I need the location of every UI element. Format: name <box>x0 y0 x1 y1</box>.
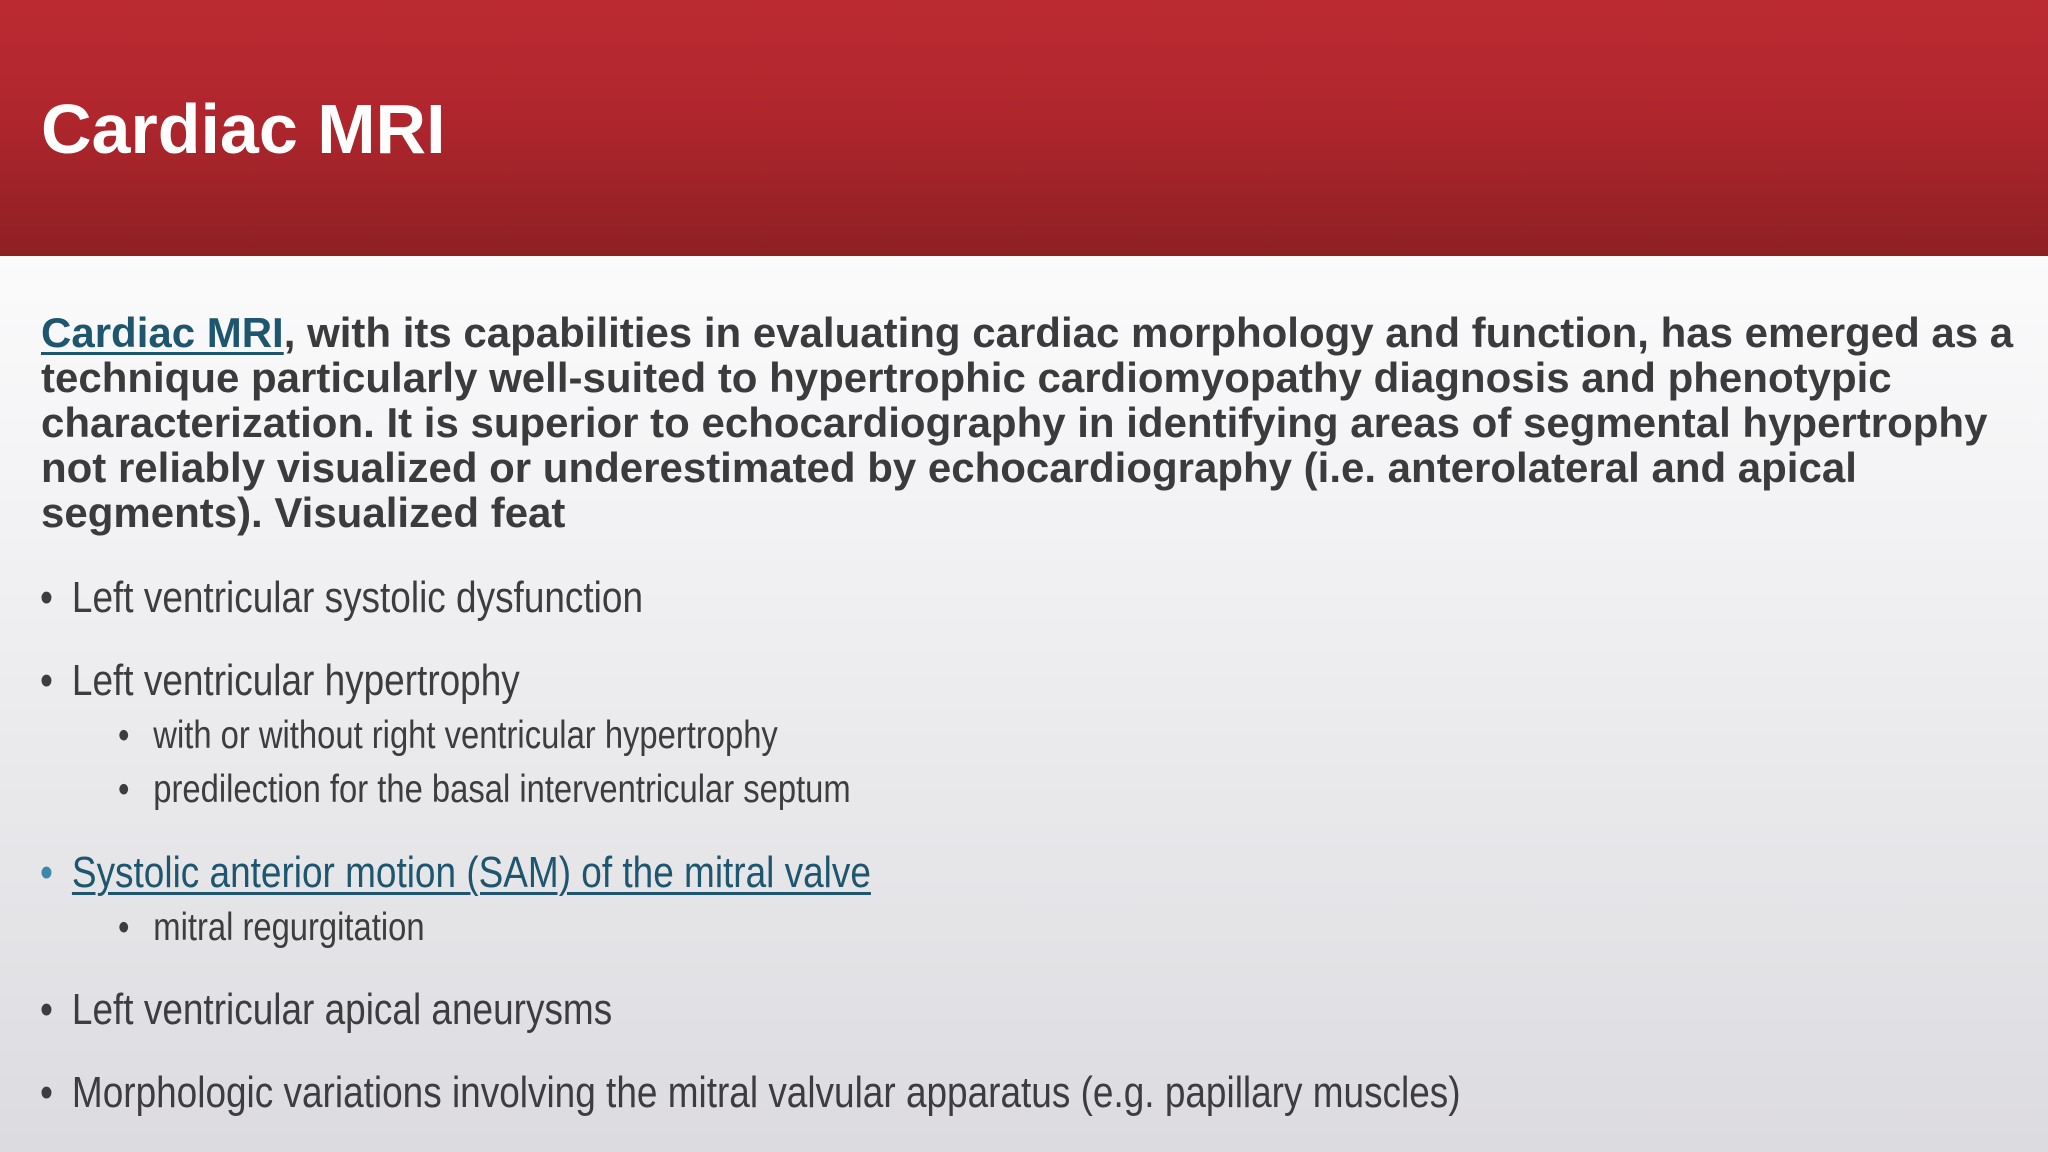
list-item <box>40 656 520 706</box>
list-item <box>40 573 643 623</box>
bullet-icon: • <box>40 848 53 897</box>
sub-list-item <box>118 906 425 950</box>
list-item-text: Left ventricular hypertrophy <box>71 656 520 705</box>
list-item-text: mitral regurgitation <box>153 906 425 949</box>
list-item <box>40 848 871 898</box>
sub-list-item <box>118 714 778 758</box>
sub-list-item <box>118 768 851 812</box>
list-item <box>40 1068 1461 1118</box>
cardiac-mri-link[interactable]: Cardiac MRI <box>41 309 284 356</box>
list-item-text: with or without right ventricular hypertrophy <box>153 714 778 757</box>
bullet-icon: • <box>118 906 130 949</box>
slide-title: Cardiac MRI <box>41 90 446 168</box>
bullet-icon: • <box>40 985 53 1034</box>
list-item <box>40 985 612 1035</box>
sam-mitral-valve-link[interactable]: Systolic anterior motion (SAM) of the mitral valve <box>71 848 871 897</box>
list-item-text: predilection for the basal interventricular septum <box>153 768 851 811</box>
bullet-icon: • <box>40 573 53 622</box>
bullet-icon: • <box>40 1068 53 1117</box>
bullet-icon: • <box>40 656 53 705</box>
intro-text: , with its capabilities in evaluating cardiac morphology and function, has emerged as a technique particularly well-suited to hypertrophic cardiomyopathy diagnosis and phenotypic characterization. It is superior to echocardiography in identifying areas of segmental hypertrophy not reliably visualized or underestimated by echocardiography (i.e. anterolateral and apical segments). Visualized feat <box>41 309 2014 536</box>
list-item-text: Left ventricular apical aneurysms <box>71 985 613 1034</box>
bullet-icon: • <box>118 768 130 811</box>
list-item-text: Left ventricular systolic dysfunction <box>71 573 644 622</box>
list-item-text: Morphologic variations involving the mitral valvular apparatus (e.g. papillary muscles) <box>71 1068 1461 1117</box>
bullet-icon: • <box>118 714 130 757</box>
